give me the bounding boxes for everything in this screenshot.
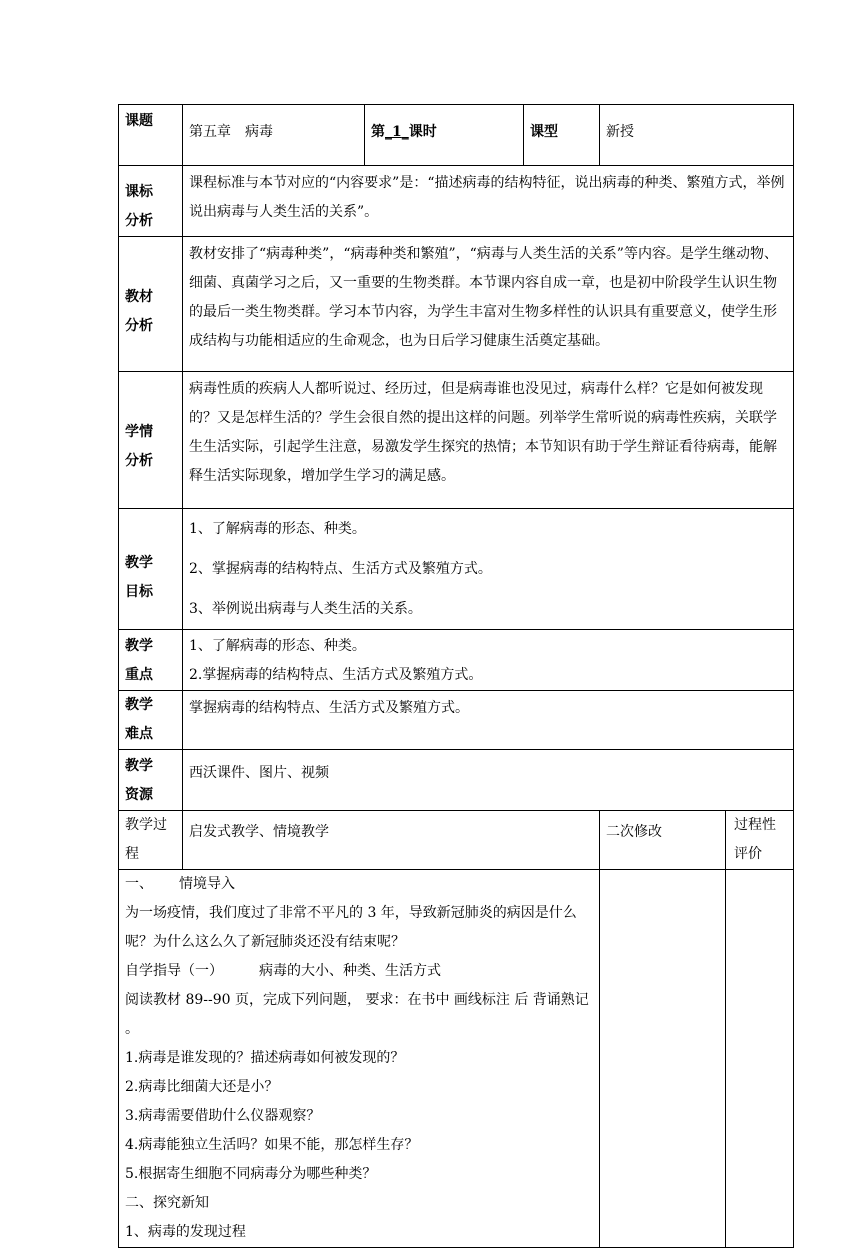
evaluation-label: 过程性评价	[726, 811, 794, 870]
title-label: 课题	[119, 105, 183, 166]
resources-label: 教学 资源	[119, 750, 183, 811]
section-heading: 一、 情境导入	[125, 876, 235, 892]
subsection-heading: 1、病毒的发现过程	[125, 1224, 246, 1240]
goals-list	[183, 509, 794, 630]
process-header-row	[119, 811, 794, 870]
evaluation-cell	[726, 870, 794, 1248]
revision-cell	[600, 870, 726, 1248]
keypoints-row	[119, 630, 794, 691]
standards-text: 课程标准与本节对应的“内容要求”是：“描述病毒的结构特征，说出病毒的种类、繁殖方式，举例说出病毒与人类生活的关系”。	[183, 166, 794, 237]
type-value: 新授	[600, 105, 794, 166]
goal-item: 1、了解病毒的形态、种类。	[189, 521, 366, 537]
goal-item: 3、举例说出病毒与人类生活的关系。	[189, 601, 422, 617]
standards-label: 课标 分析	[119, 166, 183, 237]
resources-text: 西沃课件、图片、视频	[183, 750, 794, 811]
reading-instruction: 阅读教材 89--90 页，完成下列问题， 要求：在书中 画线标注 后 背诵熟记 。	[125, 992, 589, 1037]
keypoint-item: 1、了解病毒的形态、种类。	[189, 638, 366, 654]
textbook-text: 教材安排了“病毒种类”，“病毒种类和繁殖”，“病毒与人类生活的关系”等内容。是学生继动物、细菌、真菌学习之后，又一重要的生物类群。本节课内容自成一章，也是初中阶段学生认识生物的最后一类生物类群。学习本节内容，为学生丰富对生物多样性的认识具有重要意义，使学生形成结构与功能相适应的生命观念，也为日后学习健康生活奠定基础。	[183, 237, 794, 372]
lesson-plan-table	[118, 104, 794, 1248]
lesson-count: 第_1_课时	[365, 105, 524, 166]
guide-heading: 自学指导（一） 病毒的大小、种类、生活方式	[125, 963, 441, 979]
textbook-label: 教材 分析	[119, 237, 183, 372]
process-label: 教学过程	[119, 811, 183, 870]
type-label: 课型	[524, 105, 600, 166]
students-text: 病毒性质的疾病人人都听说过、经历过，但是病毒谁也没见过，病毒什么样？它是如何被发现的？又是怎样生活的？学生会很自然的提出这样的问题。列举学生常听说的病毒性疾病，关联学生生活实际，引起学生注意，易激发学生探究的热情；本节知识有助于学生辩证看待病毒，能解释生活实际现象，增加学生学习的满足感。	[183, 372, 794, 509]
standards-row	[119, 166, 794, 237]
question-item: 4.病毒能独立生活吗？如果不能，那怎样生存？	[125, 1137, 419, 1153]
section-heading: 二、探究新知	[125, 1195, 209, 1211]
students-row	[119, 372, 794, 509]
title-value: 第五章 病毒	[183, 105, 365, 166]
lesson-plan	[118, 104, 794, 1248]
difficulties-text: 掌握病毒的结构特点、生活方式及繁殖方式。	[183, 691, 794, 750]
students-label: 学情 分析	[119, 372, 183, 509]
goals-row	[119, 509, 794, 630]
difficulties-label: 教学 难点	[119, 691, 183, 750]
difficulties-row	[119, 691, 794, 750]
revision-label: 二次修改	[600, 811, 726, 870]
textbook-row	[119, 237, 794, 372]
process-content	[119, 870, 600, 1248]
question-item: 5.根据寄生细胞不同病毒分为哪些种类？	[125, 1166, 377, 1182]
goal-item: 2、掌握病毒的结构特点、生活方式及繁殖方式。	[189, 561, 492, 577]
header-row	[119, 105, 794, 166]
intro-text: 为一场疫情，我们度过了非常不平凡的 3 年，导致新冠肺炎的病因是什么呢？为什么这么久了新冠肺炎还没有结束呢？	[125, 905, 577, 950]
question-item: 3.病毒需要借助什么仪器观察？	[125, 1108, 321, 1124]
question-item: 1.病毒是谁发现的？描述病毒如何被发现的？	[125, 1050, 405, 1066]
keypoint-item: 2.掌握病毒的结构特点、生活方式及繁殖方式。	[189, 667, 483, 683]
resources-row	[119, 750, 794, 811]
keypoints-label: 教学 重点	[119, 630, 183, 691]
process-method: 启发式教学、情境教学	[183, 811, 600, 870]
keypoints-list	[183, 630, 794, 691]
goals-label: 教学 目标	[119, 509, 183, 630]
process-body-row	[119, 870, 794, 1248]
question-item: 2.病毒比细菌大还是小？	[125, 1079, 279, 1095]
